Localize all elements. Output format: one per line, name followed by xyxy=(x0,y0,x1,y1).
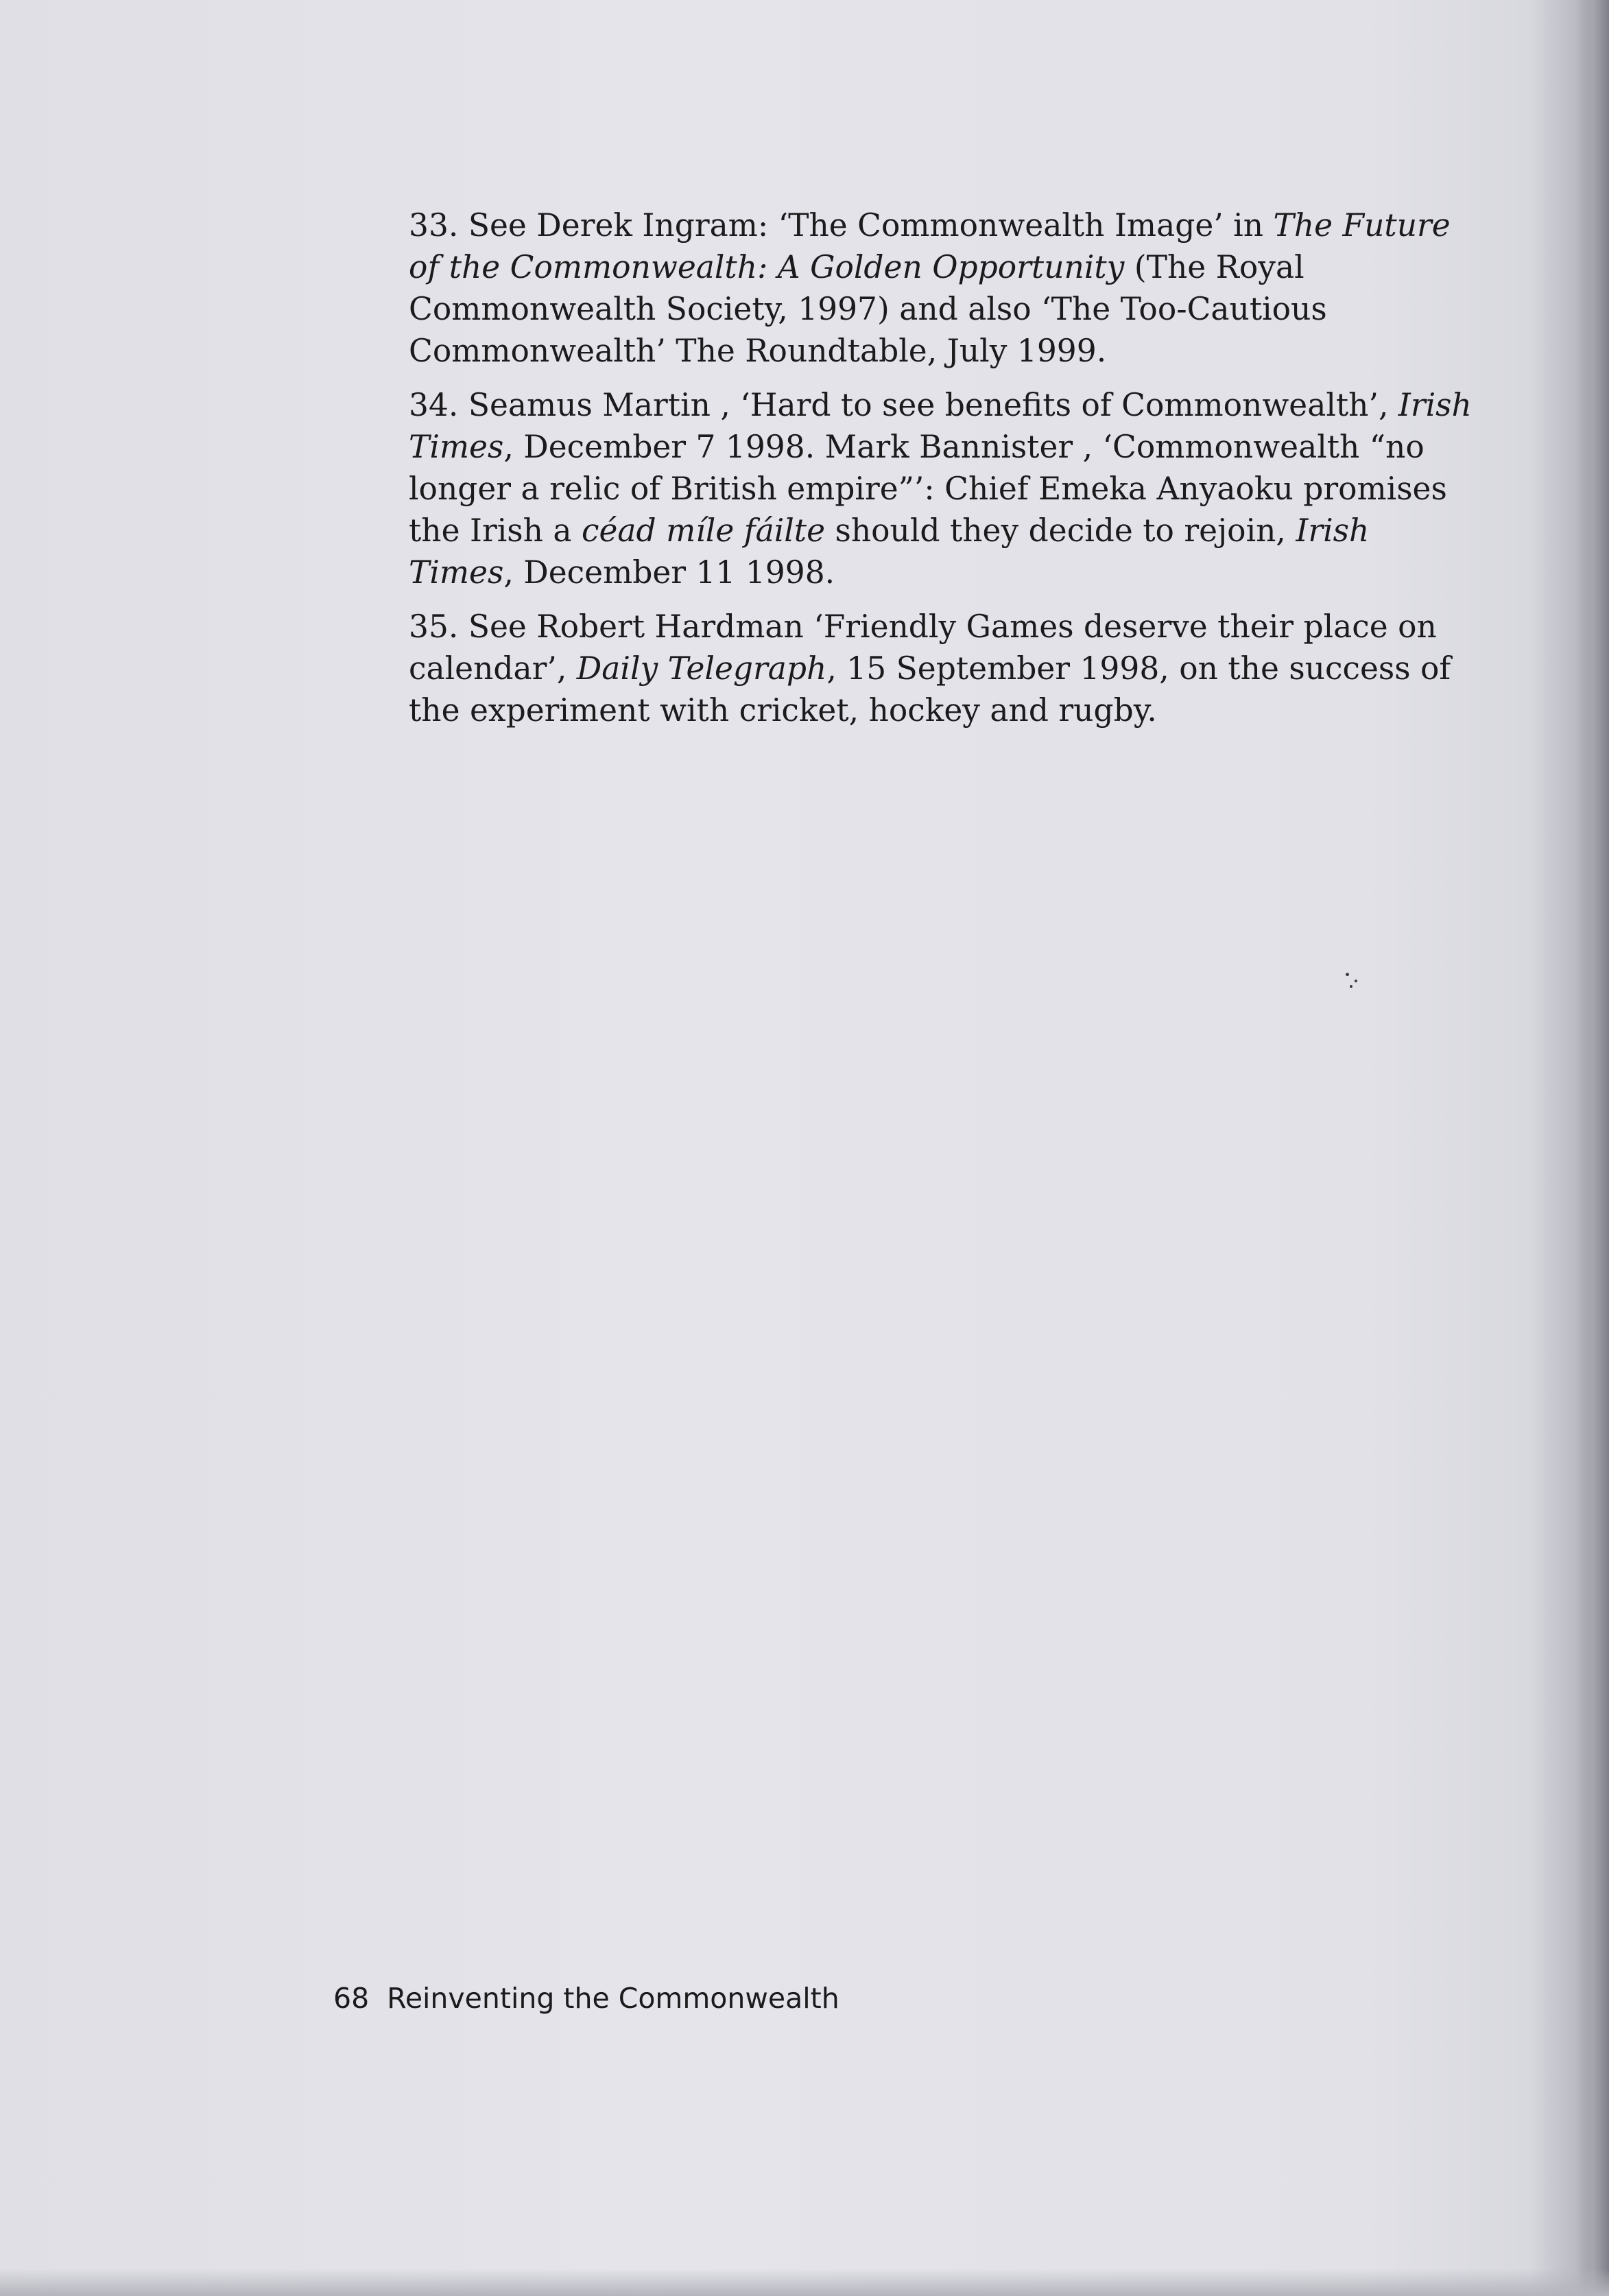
endnote-34 xyxy=(409,384,1479,593)
page-bottom-shadow xyxy=(0,2269,1609,2296)
page-footer xyxy=(333,1981,839,2015)
running-title: Reinventing the Commonwealth xyxy=(387,1982,839,2015)
endnote-italic-text: Irish Times xyxy=(409,512,1370,591)
page-edge-shadow xyxy=(1577,0,1609,2296)
ink-speck xyxy=(1346,973,1349,976)
endnote-text: 34. Seamus Martin , ‘Hard to see benefits of Commonwealth’, xyxy=(409,387,1398,423)
endnote-text: 33. See Derek Ingram: ‘The Commonwealth Image’ in xyxy=(409,207,1274,244)
endnote-35 xyxy=(409,606,1479,731)
endnote-italic-text: Irish Times xyxy=(409,387,1472,465)
endnote-italic-text: Daily Telegraph xyxy=(576,650,827,687)
endnotes-list xyxy=(409,204,1479,744)
endnote-text: , December 7 1998. Mark Bannister , ‘Commonwealth “no longer a relic of British empire”’: Chief Emeka Anyaoku promises the Irish a xyxy=(409,429,1447,549)
endnote-text: , 15 September 1998, on the success of the experiment with cricket, hockey and rugby. xyxy=(409,650,1451,729)
endnote-text: 35. See Robert Hardman ‘Friendly Games deserve their place on calendar’, xyxy=(409,608,1437,687)
endnote-text: should they decide to rejoin, xyxy=(825,512,1296,549)
endnote-33 xyxy=(409,204,1479,372)
endnote-italic-text: The Future of the Commonwealth: A Golden Opportunity xyxy=(409,207,1451,285)
endnote-italic-text: céad míle fáilte xyxy=(581,512,826,549)
ink-speck xyxy=(1350,985,1352,988)
ink-speck xyxy=(1355,980,1357,982)
page-number: 68 xyxy=(333,1982,370,2015)
endnote-text: , December 11 1998. xyxy=(503,554,835,591)
endnote-text: (The Royal Commonwealth Society, 1997) and also ‘The Too-Cautious Commonwealth’ The Roundtable, July 1999. xyxy=(409,249,1327,369)
